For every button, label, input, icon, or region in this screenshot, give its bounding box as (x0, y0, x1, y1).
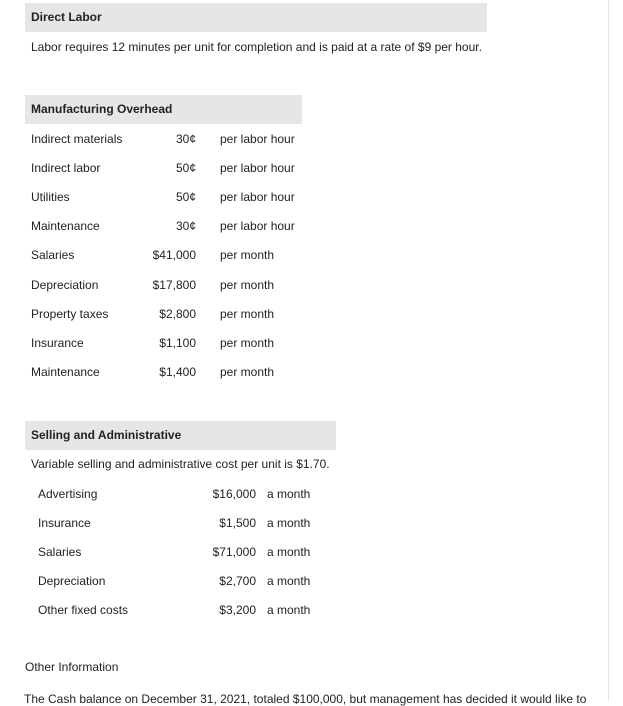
other-information-title: Other Information (25, 660, 119, 674)
row-unit: per labor hour (220, 132, 295, 146)
row-amount: $1,400 (159, 364, 196, 379)
table-row (31, 189, 321, 205)
table-row (31, 131, 321, 147)
row-unit: per month (220, 364, 275, 379)
other-information-text: The Cash balance on December 31, 2021, totaled $100,000, but management has decided it would like to (24, 692, 587, 706)
row-label: Insurance (31, 335, 84, 350)
table-row (31, 160, 321, 176)
table-row (31, 306, 321, 322)
row-label: Utilities (31, 190, 70, 205)
table-row (31, 247, 321, 263)
row-label: Salaries (38, 545, 82, 560)
row-amount: 30¢ (175, 132, 196, 146)
row-label: Maintenance (31, 219, 100, 234)
row-label: Other fixed costs (38, 603, 129, 618)
table-row (38, 573, 338, 589)
row-unit: a month (267, 516, 311, 531)
row-amount: 50¢ (175, 190, 196, 205)
row-unit: a month (267, 603, 311, 618)
direct-labor-header: Direct Labor (25, 3, 487, 32)
table-row (31, 364, 321, 380)
row-amount: $16,000 (212, 487, 256, 501)
row-label: Maintenance (31, 364, 100, 379)
table-row (31, 218, 321, 234)
row-amount: 50¢ (175, 161, 196, 176)
row-amount: $2,800 (159, 306, 196, 321)
table-row (38, 544, 338, 560)
row-unit: per labor hour (220, 219, 295, 234)
table-row (31, 335, 321, 351)
row-amount: $17,800 (152, 277, 196, 292)
row-unit: a month (267, 545, 311, 560)
selling-admin-header: Selling and Administrative (25, 421, 336, 450)
row-amount: 30¢ (175, 219, 196, 234)
direct-labor-description: Labor requires 12 minutes per unit for completion and is paid at a rate of $9 per hour. (31, 40, 482, 54)
manufacturing-overhead-header: Manufacturing Overhead (25, 95, 302, 124)
row-amount: $71,000 (212, 545, 256, 560)
row-label: Indirect materials (31, 132, 123, 146)
table-row (38, 602, 338, 618)
table-row (38, 515, 338, 531)
row-amount: $1,100 (159, 335, 196, 350)
row-unit: a month (267, 487, 311, 501)
row-label: Indirect labor (31, 161, 101, 176)
row-amount: $41,000 (152, 248, 196, 263)
row-unit: per labor hour (220, 161, 295, 176)
row-unit: per month (220, 335, 275, 350)
row-label: Insurance (38, 516, 91, 531)
row-unit: per labor hour (220, 190, 295, 205)
selling-admin-description: Variable selling and administrative cost per unit is $1.70. (31, 457, 330, 471)
row-label: Depreciation (38, 574, 106, 589)
row-amount: $2,700 (219, 574, 256, 589)
row-label: Depreciation (31, 277, 99, 292)
row-unit: per month (220, 248, 275, 263)
row-label: Property taxes (31, 306, 109, 321)
row-unit: per month (220, 306, 275, 321)
row-amount: $1,500 (219, 516, 256, 531)
row-label: Salaries (31, 248, 75, 263)
row-unit: a month (267, 574, 311, 589)
row-label: Advertising (38, 487, 98, 501)
row-unit: per month (220, 277, 275, 292)
row-amount: $3,200 (219, 603, 256, 618)
table-row (38, 486, 338, 502)
table-row (31, 277, 321, 293)
